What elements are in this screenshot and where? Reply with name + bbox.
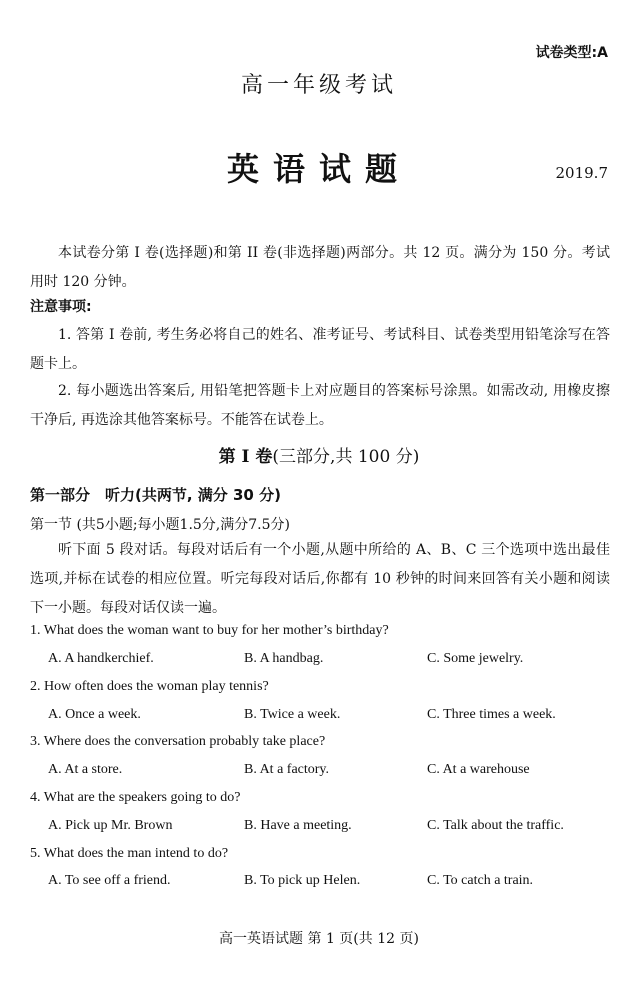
note-item-1: 1. 答第 I 卷前, 考生务必将自己的姓名、准考证号、考试科目、试卷类型用铅笔涂写在答题卡上。 xyxy=(30,327,610,372)
question-1-option-a: A. A handkerchief. xyxy=(48,651,154,666)
question-3-option-b: B. At a factory. xyxy=(244,762,330,777)
part-one-heading: 第一部分 听力(共两节, 满分 30 分) xyxy=(30,486,281,504)
question-stem-3: 3. Where does the conversation probably take place? xyxy=(30,734,326,749)
question-stem-2: 2. How often does the woman play tennis? xyxy=(30,679,269,694)
question-2-option-b: B. Twice a week. xyxy=(244,707,341,722)
question-3-option-a: A. At a store. xyxy=(48,762,123,777)
question-4-option-b: B. Have a meeting. xyxy=(244,818,352,833)
grade-title: 高一年级考试 xyxy=(240,73,397,98)
question-2-option-c: C. Three times a week. xyxy=(427,707,556,722)
question-4-option-a: A. Pick up Mr. Brown xyxy=(48,818,173,833)
question-1-option-b: B. A handbag. xyxy=(244,651,324,666)
notes-heading: 注意事项: xyxy=(30,299,92,315)
volume-heading xyxy=(0,442,638,467)
question-stem-5: 5. What does the man intend to do? xyxy=(30,846,229,861)
question-stem-1: 1. What does the woman want to buy for her mother’s birthday? xyxy=(30,623,389,638)
volume-title: 第 I 卷 xyxy=(218,447,273,467)
exam-title: 英语试题 xyxy=(226,150,411,188)
question-5-option-b: B. To pick up Helen. xyxy=(244,873,361,888)
intro-paragraph: 本试卷分第 I 卷(选择题)和第 II 卷(非选择题)两部分。共 12 页。满分为 150 分。考试用时 120 分钟。 xyxy=(30,245,610,290)
question-3-option-c: C. At a warehouse xyxy=(427,762,530,777)
listening-directions: 听下面 5 段对话。每段对话后有一个小题,从题中所给的 A、B、C 三个选项中选出最佳选项,并标在试卷的相应位置。听完每段对话后,你都有 10 秒钟的时间来回答有关小题和阅读下一小题。每段对话仅读一遍。 xyxy=(30,542,610,616)
question-5-option-c: C. To catch a train. xyxy=(427,873,534,888)
paper-type-label: 试卷类型:A xyxy=(535,45,608,61)
page-footer: 高一英语试题 第 1 页(共 12 页) xyxy=(219,931,419,947)
question-5-option-a: A. To see off a friend. xyxy=(48,873,171,888)
question-1-option-c: C. Some jewelry. xyxy=(427,651,524,666)
volume-subtitle: (三部分,共 100 分) xyxy=(272,447,420,467)
question-2-option-a: A. Once a week. xyxy=(48,707,141,722)
section-one-heading: 第一节 (共5小题;每小题1.5分,满分7.5分) xyxy=(30,517,290,533)
question-stem-4: 4. What are the speakers going to do? xyxy=(30,790,241,805)
exam-date: 2019.7 xyxy=(555,164,608,182)
question-4-option-c: C. Talk about the traffic. xyxy=(427,818,564,833)
note-item-2: 2. 每小题选出答案后, 用铅笔把答题卡上对应题目的答案标号涂黑。如需改动, 用橡皮擦干净后, 再选涂其他答案标号。不能答在试卷上。 xyxy=(30,383,610,428)
